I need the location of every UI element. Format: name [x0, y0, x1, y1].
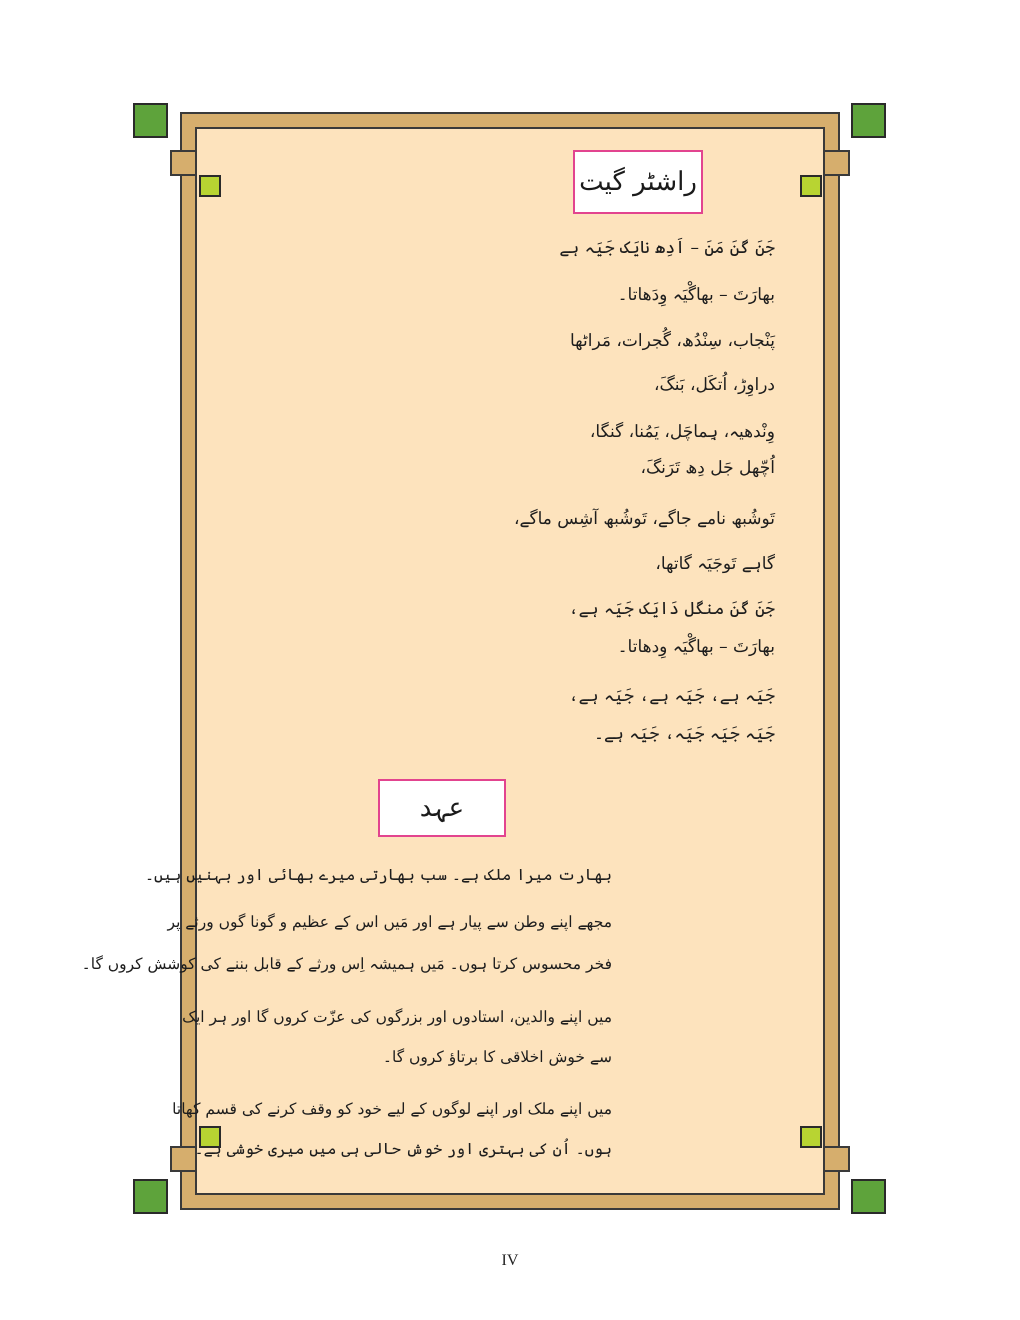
inner-square-bottom-right: [800, 1126, 822, 1148]
pledge-title: عہد: [378, 779, 506, 837]
pledge-line: سے خوش اخلاقی کا برتاؤ کروں گا۔: [382, 1048, 612, 1066]
pledge-line: بھارت میرا ملک ہے۔ سب بھارتی میرے بھائی اور بہنیں ہیں۔: [144, 866, 612, 884]
inner-square-top-right: [800, 175, 822, 197]
inner-square-top-left: [199, 175, 221, 197]
pledge-line: مجھے اپنے وطن سے پیار ہے اور مَیں اس کے عظیم و گونا گوں ورثے پر: [167, 913, 612, 931]
pledge-line: فخر محسوس کرتا ہوں۔ مَیں ہمیشہ اِس ورثے کے قابل بننے کی کوشش کروں گا۔: [81, 955, 612, 973]
anthem-line: جَنَ گَنَ منگَل دَایَک جَیَہ ہے،: [568, 599, 775, 619]
corner-square-top-right: [851, 103, 886, 138]
anthem-line: دراوِڑ، اُتکَل، بَنگَ،: [654, 375, 775, 395]
page-number: IV: [501, 1252, 519, 1269]
pledge-line: ہوں۔ اُن کی بہتری اور خوش حالی ہی میں میری خوشی ہے۔: [194, 1140, 612, 1158]
anthem-line: گاہے تَوجَیَہ گاتھا،: [655, 554, 775, 574]
anthem-line: پَنْجاب، سِنْدُھ، گُجرات، مَراٹھا: [570, 331, 775, 351]
pledge-line: میں اپنے ملک اور اپنے لوگوں کے لیے خود کو وقف کرنے کی قسم کھاتا: [172, 1100, 612, 1118]
corner-square-top-left: [133, 103, 168, 138]
anthem-line: بھارَتَ – بھاگْیَہ وِدَھاتا۔: [617, 285, 775, 305]
anthem-line: وِنْدھیہ، ہِماچَل، یَمُنا، گنگا،: [589, 422, 775, 442]
corner-square-bottom-left: [133, 1179, 168, 1214]
anthem-line: جَیَہ جَیَہ جَیَہ، جَیَہ ہے۔: [594, 724, 775, 744]
anthem-line: تَوشُبھ نامے جاگے، تَوشُبھ آشِس ماگے،: [514, 509, 775, 529]
anthem-line: اُچّھل جَل دِھ تَرَنگَ،: [640, 458, 775, 478]
anthem-line: جَیَہ ہے، جَیَہ ہے، جَیَہ ہے،: [568, 686, 775, 706]
pledge-line: میں اپنے والدین، استادوں اور بزرگوں کی عزّت کروں گا اور ہر ایک: [182, 1008, 612, 1026]
anthem-line: بھارَتَ – بھاگْیَہ وِدھاتا۔: [617, 637, 775, 657]
corner-square-bottom-right: [851, 1179, 886, 1214]
anthem-title: راشٹر گیت: [573, 150, 703, 214]
anthem-line: جَنَ گَنَ مَنَ – اَدِھ نایَک جَیَہ ہے: [559, 238, 775, 258]
